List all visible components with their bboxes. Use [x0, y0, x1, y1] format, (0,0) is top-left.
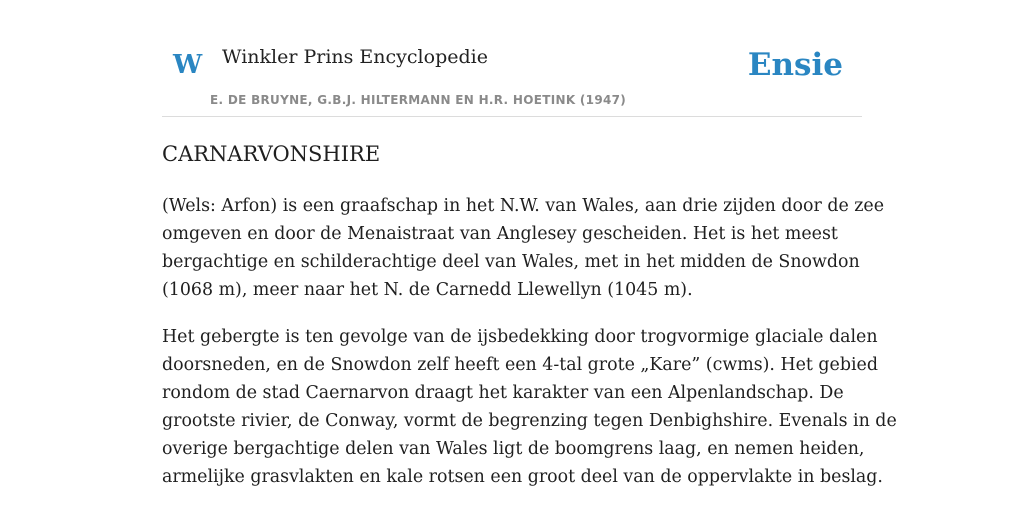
- paragraph-line: omgeven en door de Menaistraat van Anglesey gescheiden. Het is het meest: [162, 224, 838, 244]
- article-paragraph-1: [162, 192, 885, 304]
- publication-title[interactable]: Winkler Prins Encyclopedie: [222, 46, 488, 68]
- paragraph-line: Het gebergte is ten gevolge van de ijsbedekking door trogvormige glaciale dalen: [162, 327, 878, 347]
- paragraph-line: bergachtige en schilderachtige deel van Wales, met in het midden de Snowdon: [162, 252, 860, 272]
- paragraph-line: overige bergachtige delen van Wales ligt de boomgrens laag, en nemen heiden,: [162, 439, 865, 459]
- paragraph-line: (1068 m), meer naar het N. de Carnedd Llewellyn (1045 m).: [162, 280, 693, 300]
- paragraph-line: (Wels: Arfon) is een graafschap in het N.W. van Wales, aan drie zijden door de zee: [162, 196, 885, 216]
- publication-authors: E. DE BRUYNE, G.B.J. HILTERMANN EN H.R. HOETINK (1947): [210, 93, 627, 107]
- w-logo-icon[interactable]: W: [173, 50, 203, 80]
- publication-header: [162, 0, 862, 117]
- article-title: CARNARVONSHIRE: [162, 142, 381, 166]
- paragraph-line: armelijke grasvlakten en kale rotsen een groot deel van de oppervlakte in beslag.: [162, 467, 883, 487]
- paragraph-line: grootste rivier, de Conway, vormt de begrenzing tegen Denbighshire. Evenals in de: [162, 411, 897, 431]
- paragraph-line: rondom de stad Caernarvon draagt het karakter van een Alpenlandschap. De: [162, 383, 844, 403]
- article-paragraph-2: [162, 323, 897, 491]
- paragraph-line: doorsneden, en de Snowdon zelf heeft een 4-tal grote „Kare” (cwms). Het gebied: [162, 355, 878, 375]
- page-container: [162, 0, 897, 487]
- ensie-logo-link[interactable]: Ensie: [747, 47, 843, 83]
